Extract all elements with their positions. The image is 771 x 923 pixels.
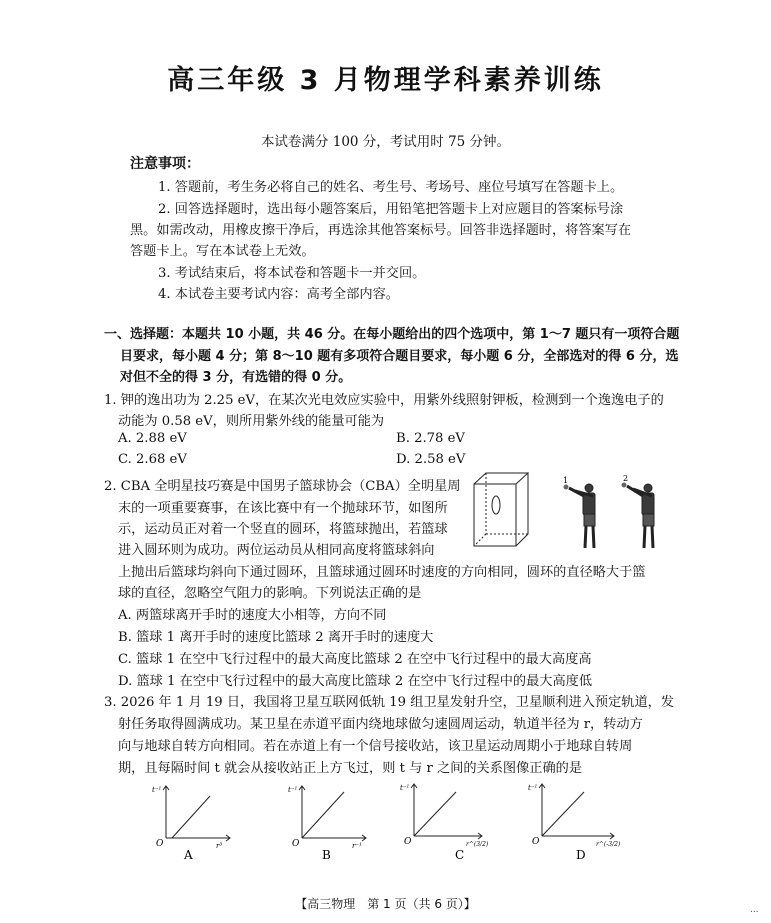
ball-2: [622, 483, 627, 488]
y-axis-label: t⁻¹: [152, 786, 162, 794]
q3-stem: 期，且每隔时间 t 就会从接收站正上方飞过，则 t 与 r 之间的关系图像正确的是: [118, 761, 583, 776]
notice-line: 2. 回答选择题时，选出每小题答案后，用铅笔把答题卡上对应题目的答案标号涂: [158, 202, 624, 217]
graph-b[interactable]: [286, 780, 376, 862]
q1-option-d: D. 2.58 eV: [396, 452, 466, 467]
section-heading-cont: 对但不全的得 3 分，有选错的得 0 分。: [120, 370, 352, 385]
q2-stem: 上抛出后篮球均斜向下通过圆环，且篮球通过圆环时速度的方向相同，圆环的直径略大于篮: [118, 565, 646, 580]
q2-option-b: B. 篮球 1 离开手时的速度比篮球 2 离开手时的速度大: [118, 630, 434, 645]
q2-stem: 2. CBA 全明星技巧赛是中国男子篮球协会（CBA）全明星周: [104, 479, 461, 494]
section-heading: 一、选择题：本题共 10 小题，共 46 分。在每小题给出的四个选项中，第 1～7 题只有一项符合题: [104, 327, 680, 342]
notice-heading: 注意事项：: [130, 156, 200, 172]
graph-a[interactable]: [150, 780, 240, 862]
y-axis-label: t⁻¹: [400, 784, 410, 792]
y-axis-label: t⁻¹: [288, 786, 298, 794]
x-axis-label: r^(3/2): [466, 841, 489, 848]
q1-stem: 1. 钾的逸出功为 2.25 eV，在某次光电效应实验中，用紫外线照射钾板，检测到一个逸逸电子的: [104, 393, 664, 408]
q3-stem: 3. 2026 年 1 月 19 日，我国将卫星互联网低轨 19 组卫星发射升空，卫星顺利进入预定轨道，发: [104, 695, 675, 710]
q2-stem: 末的一项重要赛事，在该比赛中有一个抛球环节，如图所: [118, 501, 448, 516]
x-axis-label: r³: [216, 842, 223, 850]
q2-option-c: C. 篮球 1 在空中飞行过程中的最大高度比篮球 2 在空中飞行过程中的最大高度高: [118, 652, 592, 667]
origin-label: O: [404, 837, 412, 847]
x-axis-label: r^(-3/2): [596, 841, 621, 848]
graph-letter: B: [322, 848, 331, 862]
exam-info: 本试卷满分 100 分，考试用时 75 分钟。: [260, 134, 511, 150]
notice-line: 3. 考试结束后，将本试卷和答题卡一并交回。: [158, 266, 426, 281]
origin-label: O: [292, 839, 300, 849]
q1-stem: 动能为 0.58 eV，则所用紫外线的能量可能为: [118, 414, 385, 429]
player-label-2: 2: [623, 474, 629, 483]
graph-letter: C: [455, 848, 465, 862]
notice-line: 黑。如需改动，用橡皮擦干净后，再选涂其他答案标号。回答非选择题时，将答案写在: [130, 223, 632, 238]
ball-1: [564, 485, 569, 490]
graph-d[interactable]: [526, 780, 636, 862]
page-footer: 【高三物理 第 1 页（共 6 页）】: [295, 897, 476, 911]
q3-stem: 向与地球自转方向相同。若在赤道上有一个信号接收站，该卫星运动周期小于地球自转周: [118, 739, 633, 754]
x-axis-label: r⁻¹: [352, 842, 362, 850]
q2-stem: 示，运动员正对着一个竖直的圆环，将篮球抛出，若篮球: [118, 522, 448, 537]
page-title: 高三年级 3 月物理学科素养训练: [167, 65, 604, 96]
notice-line: 答题卡上。写在本试卷上无效。: [130, 244, 315, 259]
section-heading-cont: 目要求，每小题 4 分；第 8～10 题有多项符合题目要求，每小题 6 分，全部选对的得 6 分，选: [120, 349, 679, 364]
graph-letter: D: [576, 848, 586, 862]
origin-label: O: [156, 839, 164, 849]
q2-option-d: D. 篮球 1 在空中飞行过程中的最大高度比篮球 2 在空中飞行过程中的最大高度低: [118, 674, 593, 689]
hoop-frame-figure: [470, 470, 532, 550]
graph-letter: A: [184, 848, 193, 862]
players-figure: [555, 474, 675, 554]
q2-option-a: A. 两篮球离开手时的速度大小相等，方向不同: [118, 608, 387, 623]
notice-line: 4. 本试卷主要考试内容：高考全部内容。: [158, 287, 399, 302]
corner-mark: ...: [750, 905, 759, 915]
q1-option-b: B. 2.78 eV: [396, 431, 465, 446]
graph-c[interactable]: [398, 780, 498, 862]
player-label-1: 1: [563, 476, 569, 485]
y-axis-label: t⁻¹: [528, 784, 538, 792]
q1-option-c: C. 2.68 eV: [118, 452, 187, 467]
q1-option-a: A. 2.88 eV: [118, 431, 187, 446]
q2-stem: 进入圆环则为成功。两位运动员从相同高度将篮球斜向: [118, 543, 435, 558]
q2-stem: 球的直径，忽略空气阻力的影响。下列说法正确的是: [118, 586, 422, 601]
origin-label: O: [532, 837, 540, 847]
notice-line: 1. 答题前，考生务必将自己的姓名、考生号、考场号、座位号填写在答题卡上。: [158, 180, 624, 195]
q3-stem: 射任务取得圆满成功。某卫星在赤道平面内绕地球做匀速圆周运动，轨道半径为 r，转动方: [118, 717, 643, 732]
